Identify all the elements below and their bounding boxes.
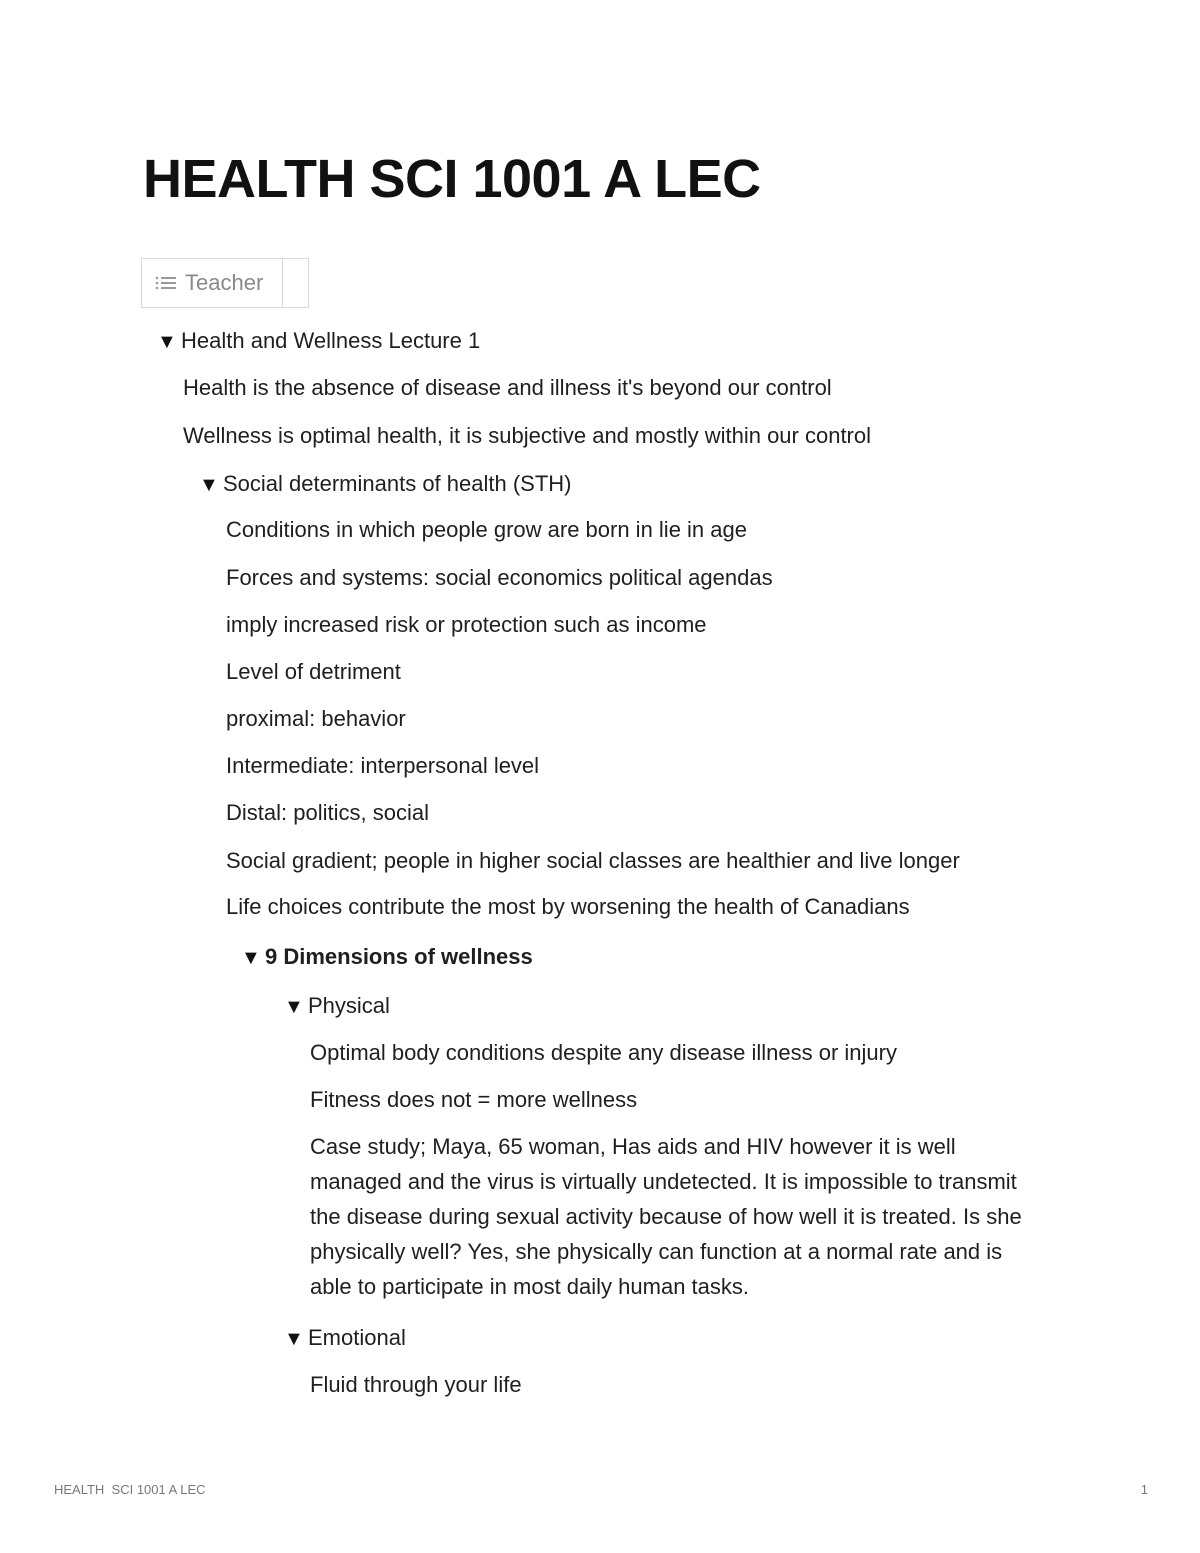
toggle-triangle-icon[interactable]: ▼ [284,1328,304,1350]
paragraph: Distal: politics, social [226,800,429,825]
teacher-property-value[interactable] [283,258,309,308]
toggle-triangle-icon[interactable]: ▼ [157,331,177,353]
page-number: 1 [1140,1482,1148,1497]
paragraph: Life choices contribute the most by worsening the health of Canadians [226,894,910,919]
paragraph: Wellness is optimal health, it is subjective and mostly within our control [183,423,872,448]
toggle-9-dimensions[interactable] [241,939,533,976]
paragraph: Forces and systems: social economics political agendas [226,565,773,590]
paragraph: Health is the absence of disease and illness it's beyond our control [183,375,832,400]
toggle-label: Social determinants of health (STH) [223,471,572,496]
toggle-label: Health and Wellness Lecture 1 [181,328,481,353]
paragraph: Conditions in which people grow are born in lie in age [226,517,747,542]
toggle-lecture-1[interactable] [157,323,480,360]
toggle-label: Emotional [308,1325,406,1350]
footer-title: HEALTH SCI 1001 A LEC [54,1482,206,1497]
teacher-property[interactable] [141,258,283,308]
teacher-property-label: Teacher [185,270,264,295]
toggle-social-determinants[interactable] [199,466,572,503]
paragraph: Fluid through your life [310,1372,522,1397]
toggle-label: Physical [308,993,390,1018]
page-title: HEALTH SCI 1001 A LEC [143,149,761,209]
paragraph: Fitness does not = more wellness [310,1087,638,1112]
list-icon [155,275,177,291]
toggle-triangle-icon[interactable]: ▼ [241,947,261,969]
paragraph: Optimal body conditions despite any disease illness or injury [310,1040,897,1065]
toggle-triangle-icon[interactable]: ▼ [199,474,219,496]
paragraph: imply increased risk or protection such as income [226,612,707,637]
toggle-label: 9 Dimensions of wellness [265,944,533,969]
toggle-triangle-icon[interactable]: ▼ [284,996,304,1018]
paragraph: proximal: behavior [226,706,406,731]
paragraph: Intermediate: interpersonal level [226,753,540,778]
toggle-emotional[interactable] [284,1320,406,1357]
paragraph: Level of detriment [226,659,401,684]
paragraph: Case study; Maya, 65 woman, Has aids and HIV however it is well managed and the virus is virtually undetected. It is impossible to transmit the disease during sexual activity because of how well it is treated. Is she physically well? Yes, she physically can function at a normal rate and is able to participate in most daily human tasks. [310,1134,1022,1299]
toggle-physical[interactable] [284,988,390,1025]
paragraph: Social gradient; people in higher social classes are healthier and live longer [226,848,960,873]
